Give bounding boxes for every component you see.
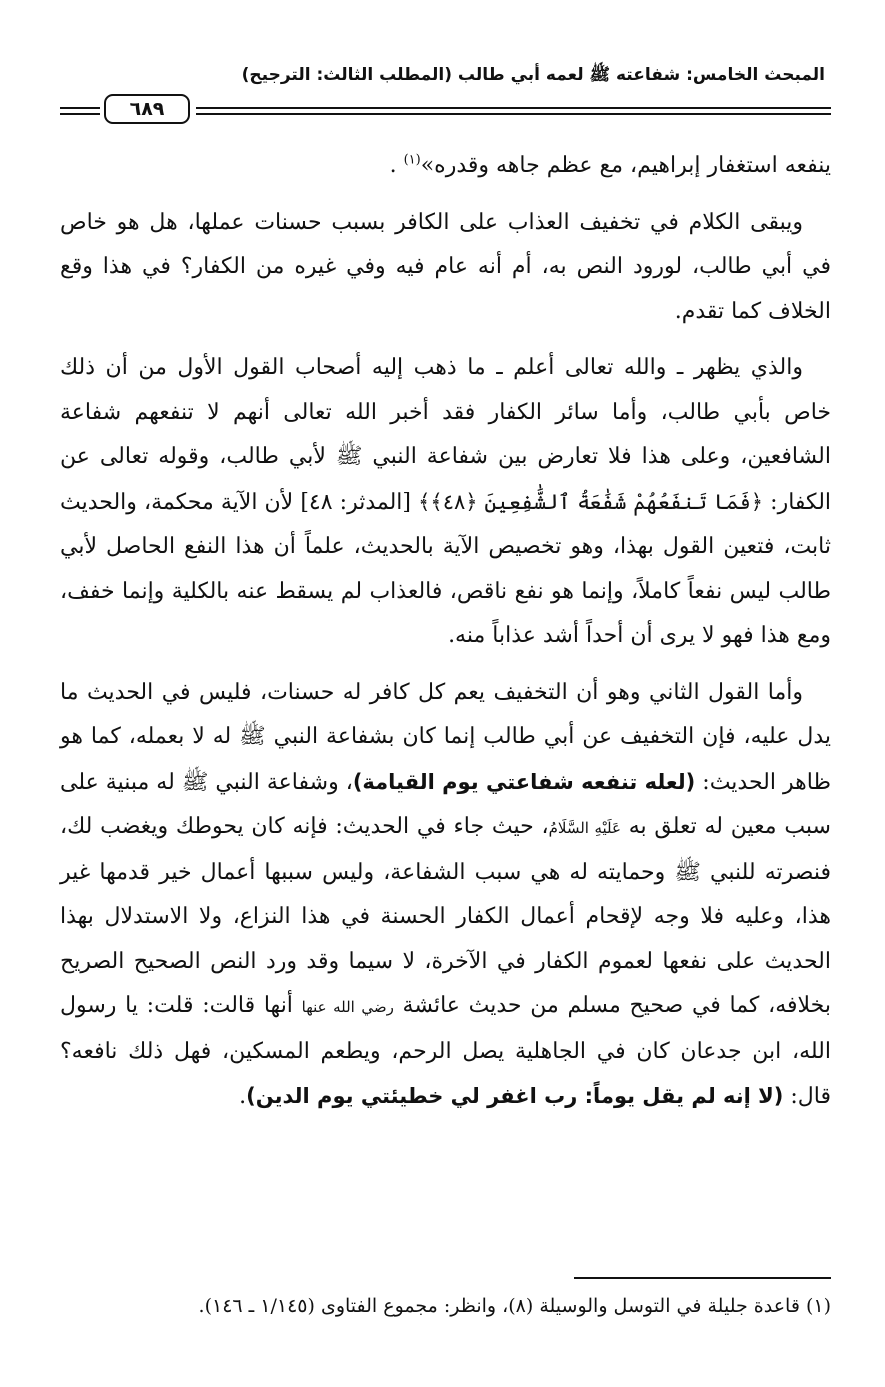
main-text (60, 144, 831, 1132)
paragraph-1 (60, 144, 831, 189)
paragraph-2: ويبقى الكلام في تخفيف العذاب على الكافر بسبب حسنات عملها، هل هو خاص في أبي طالب، لورود النص به، أم أنه عام فيه وفي غيره من الكفار؟ في هذا وقع الخلاف كما تقدم. (60, 209, 831, 324)
header-double-rule-left (60, 107, 100, 115)
paragraph-text: أنها قالت: قلت: يا رسول الله، ابن جدعان كان في الجاهلية يصل الرحم، ويطعم المسكين، فهل ذلك نافعه؟ قال: (60, 993, 831, 1109)
hadith-quote: (لا إنه لم يقل يوماً: رب اغفر لي خطيئتي يوم الدين) (246, 1084, 784, 1108)
hadith-quote: (لعله تنفعه شفاعتي يوم القيامة) (352, 769, 696, 794)
page-number: ٦٨٩ (104, 94, 190, 124)
header-double-rule-right (196, 107, 831, 115)
paragraph-text: ، وشفاعة النبي ﷺ له مبنية على سبب معين له تعلق به (60, 769, 831, 839)
header-rule (60, 94, 831, 128)
paragraph-text: لأن الآية محكمة، والحديث ثابت، فتعين القول بهذا، وهو تخصيص الآية بالحديث، علماً أن هذا النفع الحاصل لأبي طالب ليس نفعاً كاملاً، وإنما هو نفع ناقص، فالعذاب لم يسقط عنه بالكلية وإنما خفف، ومع هذا فهو لا يرى أن أحداً أشد عذاباً منه. (60, 489, 831, 648)
running-header: المبحث الخامس: شفاعته ﷺ لعمه أبي طالب (المطلب الثالث: الترجيح) (241, 65, 825, 85)
honorific-glyph: عَلَيْهِ السَّلَامُ (548, 819, 621, 837)
paragraph-4 (60, 671, 831, 1120)
paragraph-3 (60, 346, 831, 659)
footnote-ref: (١) (403, 152, 421, 168)
verse-citation: [المدثر: ٤٨] (293, 489, 419, 515)
paragraph-text: وأما القول الثاني وهو أن التخفيف يعم كل كافر له حسنات، فليس في الحديث ما يدل عليه، فإن التخفيف عن أبي طالب إنما كان بشفاعة النبي ﷺ له لا بعمله، كما هو ظاهر الحديث: (60, 679, 831, 795)
footnote: (١) قاعدة جليلة في التوسل والوسيلة (٨)، وانظر: مجموع الفتاوى (١/١٤٥ ـ ١٤٦). (198, 1295, 831, 1317)
honorific-glyph: رضي الله عنها (301, 998, 394, 1016)
paragraph-end: . (239, 1084, 247, 1109)
paragraph-text: والذي يظهر ـ والله تعالى أعلم ـ ما ذهب إليه أصحاب القول الأول من أن ذلك خاص بأبي طالب، وأما سائر الكفار فقد أخبر الله تعالى أنهم لا تنفعهم شفاعة الشافعين، وعلى هذا فلا تعارض بين شفاعة النبي ﷺ لأبي طالب، وقوله تعالى عن الكفار: (60, 355, 832, 515)
footnote-separator (574, 1277, 831, 1279)
paragraph-end: . (389, 153, 404, 178)
paragraph-text: ينفعه استغفار إبراهيم، مع عظم جاهه وقدره» (420, 153, 831, 178)
paragraph-text: ، حيث جاء في الحديث: فإنه كان يحوطك ويغضب لك، فنصرته للنبي ﷺ وحمايته له هي سبب الشفاعة، وليس سببها أعمال خير قدمها غير هذا، وعليه فلا وجه لإقحام أعمال الكفار الحسنة في هذا النزاع، ولا الاستدلال بهذا الحديث على نفعها لعموم الكفار في الآخرة، لا سيما وقد ورد النص الصحيح الصريح بخلافه، كما في صحيح مسلم من حديث عائشة (60, 814, 831, 1018)
quran-verse: ﴿فَمَا تَنفَعُهُمْ شَفَٰعَةُ ٱلشَّٰفِعِينَ ﴿٤٨﴾﴾ (418, 489, 764, 514)
